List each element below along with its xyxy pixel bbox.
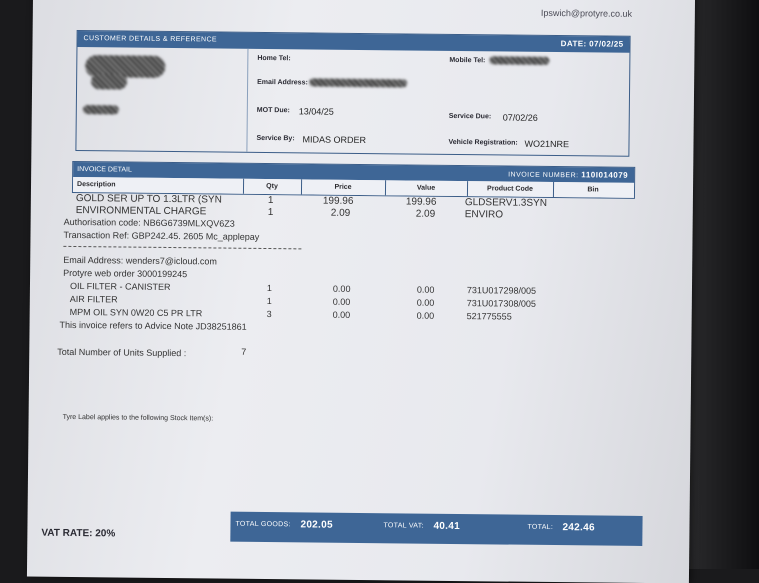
header-email: Ipswich@protyre.co.uk (540, 7, 633, 19)
total-goods-label: TOTAL GOODS: (235, 520, 291, 529)
item-description: GOLD SER UP TO 1.3LTR (SYN (75, 193, 222, 206)
item-description: OIL FILTER - CANISTER (69, 280, 171, 293)
vehicle-reg-value: WO21NRE (524, 138, 570, 150)
divider (63, 246, 301, 249)
item-price: 0.00 (332, 296, 351, 307)
units-value: 7 (241, 346, 247, 357)
col-bin: Bin (587, 186, 599, 194)
customer-divider (246, 49, 248, 152)
invoice-number-label: INVOICE NUMBER: (508, 171, 579, 180)
col-value: Value (416, 184, 436, 192)
item-price: 0.00 (332, 309, 351, 320)
item-code: 731U017298/005 (466, 285, 537, 296)
invoice-date (561, 36, 624, 53)
col-qty: Qty (266, 183, 278, 191)
customer-section-title: CUSTOMER DETAILS & REFERENCE (83, 35, 218, 44)
redacted-mobile (489, 56, 549, 65)
date-value: 07/02/25 (589, 39, 624, 49)
item-qty: 1 (267, 195, 274, 207)
total-goods-value: 202.05 (300, 519, 333, 531)
service-due-label: Service Due: (448, 112, 492, 121)
invoice-document (27, 0, 695, 583)
total-vat-label: TOTAL VAT: (383, 522, 424, 530)
date-label: DATE: (560, 39, 587, 49)
customer-details-box (75, 30, 630, 157)
service-by-value: MIDAS ORDER (302, 134, 367, 146)
home-tel-label: Home Tel: (257, 54, 291, 63)
mot-due-value: 13/04/25 (298, 106, 334, 117)
col-price: Price (334, 183, 352, 191)
customer-header (77, 31, 629, 53)
background (689, 0, 759, 569)
redacted-email (309, 78, 407, 87)
service-due-value: 07/02/26 (502, 112, 538, 123)
totals-bar (230, 512, 642, 546)
item-value: 0.00 (416, 284, 435, 295)
vehicle-reg-label: Vehicle Registration: (448, 138, 518, 147)
mobile-tel-label: Mobile Tel: (449, 56, 486, 65)
vat-rate (41, 528, 115, 540)
web-order: Protyre web order 3000199245 (63, 267, 188, 280)
invoice-section-title: INVOICE DETAIL (77, 166, 132, 174)
vat-rate-label: VAT RATE: (41, 527, 93, 540)
advice-note: This invoice refers to Advice Note JD38251861 (59, 319, 247, 332)
item-description: MPM OIL SYN 0W20 C5 PR LTR (69, 306, 203, 319)
item-qty: 1 (266, 283, 273, 294)
total-value: 242.46 (562, 522, 595, 534)
auth-code: Authorisation code: NB6G6739MLXQV6Z3 (63, 216, 235, 229)
item-qty: 1 (267, 207, 274, 219)
item-value: 199.96 (405, 196, 437, 208)
mot-due-label: MOT Due: (256, 106, 290, 115)
item-description: AIR FILTER (69, 293, 118, 305)
item-code: 521775555 (466, 311, 512, 322)
item-qty: 3 (266, 309, 272, 320)
item-price: 2.09 (330, 207, 351, 219)
item-price: 0.00 (332, 283, 351, 294)
redacted-address (91, 73, 127, 89)
redacted-postcode (83, 105, 119, 114)
total-vat-value: 40.41 (433, 520, 461, 533)
item-code: 731U017308/005 (466, 298, 536, 309)
total-label: TOTAL: (527, 523, 554, 532)
transaction-ref: Transaction Ref: GBP242.45. 2605 Mc_applepay (63, 229, 260, 242)
item-value: 0.00 (416, 310, 435, 321)
item-value: 2.09 (415, 208, 436, 220)
col-description: Description (76, 181, 116, 189)
units-label: Total Number of Units Supplied : (57, 346, 187, 359)
item-code: ENVIRO (464, 209, 504, 221)
col-product-code: Product Code (487, 185, 533, 193)
item-qty: 1 (266, 296, 272, 307)
item-description: ENVIRONMENTAL CHARGE (75, 205, 207, 218)
invoice-number-value: 110I014079 (581, 170, 629, 180)
vat-rate-value: 20% (95, 528, 116, 540)
tyre-label-note: Tyre Label applies to the following Stock Item(s): (62, 413, 214, 423)
item-price: 199.96 (322, 195, 354, 207)
service-by-label: Service By: (256, 134, 295, 143)
customer-email-line: Email Address: wenders7@icloud.com (63, 254, 217, 267)
item-code: GLDSERV1.3SYN (464, 197, 547, 209)
email-label: Email Address: (257, 78, 308, 87)
item-value: 0.00 (416, 297, 435, 308)
